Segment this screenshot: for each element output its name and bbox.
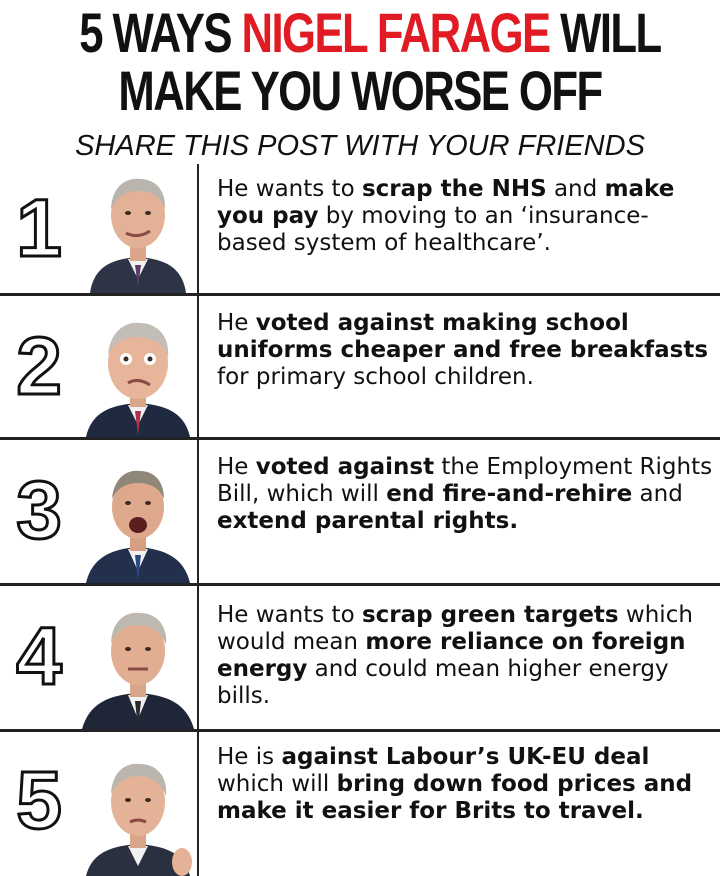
reason-text [217,454,713,535]
portrait-photo [82,313,194,437]
title-text-end: WILL [549,1,661,64]
reason-text-plain: and [632,481,683,507]
reason-text [217,310,713,391]
reason-text-plain: He [217,454,256,480]
reason-number: 2 [16,321,62,412]
reason-text-plain: He wants to [217,602,362,628]
reason-text-bold: scrap the NHS [361,176,547,202]
reason-text-bold: extend parental rights. [217,508,519,534]
share-subtitle: SHARE THIS POST WITH YOUR FRIENDS [75,130,645,162]
portrait-image [82,313,194,437]
poster-title [79,1,661,122]
reason-row [0,164,720,296]
portrait-photo [82,605,194,729]
reason-text-bold: scrap green targets [361,602,619,628]
reason-row [0,296,720,440]
reason-text-plain: He is [217,744,282,770]
reason-text-bold: voted against [255,454,435,480]
title-accent-name: NIGEL FARAGE [241,1,550,64]
reason-text [217,602,713,710]
reason-number: 1 [16,183,62,274]
reason-text-plain: by moving to an ‘insurance-based system of healthcare’. [217,203,649,256]
reason-text-plain: and could mean higher energy bills. [217,656,669,709]
portrait-photo [82,459,194,583]
reason-text-plain: He [217,310,256,336]
reason-text-plain: which will [217,771,337,797]
reason-text [217,744,713,825]
reason-row [0,440,720,586]
reasons-table [0,164,720,876]
portrait-photo [82,752,194,876]
reason-text-plain: and [546,176,605,202]
reason-text-bold: more reliance on foreign energy [217,629,686,682]
reason-number: 4 [16,611,62,702]
portrait-image [82,169,194,293]
title-line-2: MAKE YOU WORSE OFF [118,59,602,122]
portrait-image [82,459,194,583]
portrait-image [82,752,194,876]
reason-text-bold: against Labour’s UK-EU deal [281,744,650,770]
reason-text-plain: the Employment Rights Bill, which will [217,454,713,507]
reason-number: 3 [16,465,62,556]
reason-text-bold: end fire-and-rehire [386,481,633,507]
portrait-image [82,605,194,729]
reason-number: 5 [16,755,62,846]
reason-row [0,586,720,732]
reason-text-plain: for primary school children. [217,364,534,390]
reason-text [217,176,713,257]
reason-row [0,732,720,876]
title-line-1 [79,1,661,64]
reason-text-plain: He wants to [217,176,362,202]
reason-text-bold: make you pay [217,176,675,229]
portrait-photo [82,169,194,293]
reason-text-bold: voted against making school uniforms cheaper and free breakfasts [217,310,709,363]
title-text-start: 5 WAYS [79,1,242,64]
reason-text-bold: bring down food prices and make it easier for Brits to travel. [217,771,693,824]
reason-text-plain: which would mean [217,602,693,655]
